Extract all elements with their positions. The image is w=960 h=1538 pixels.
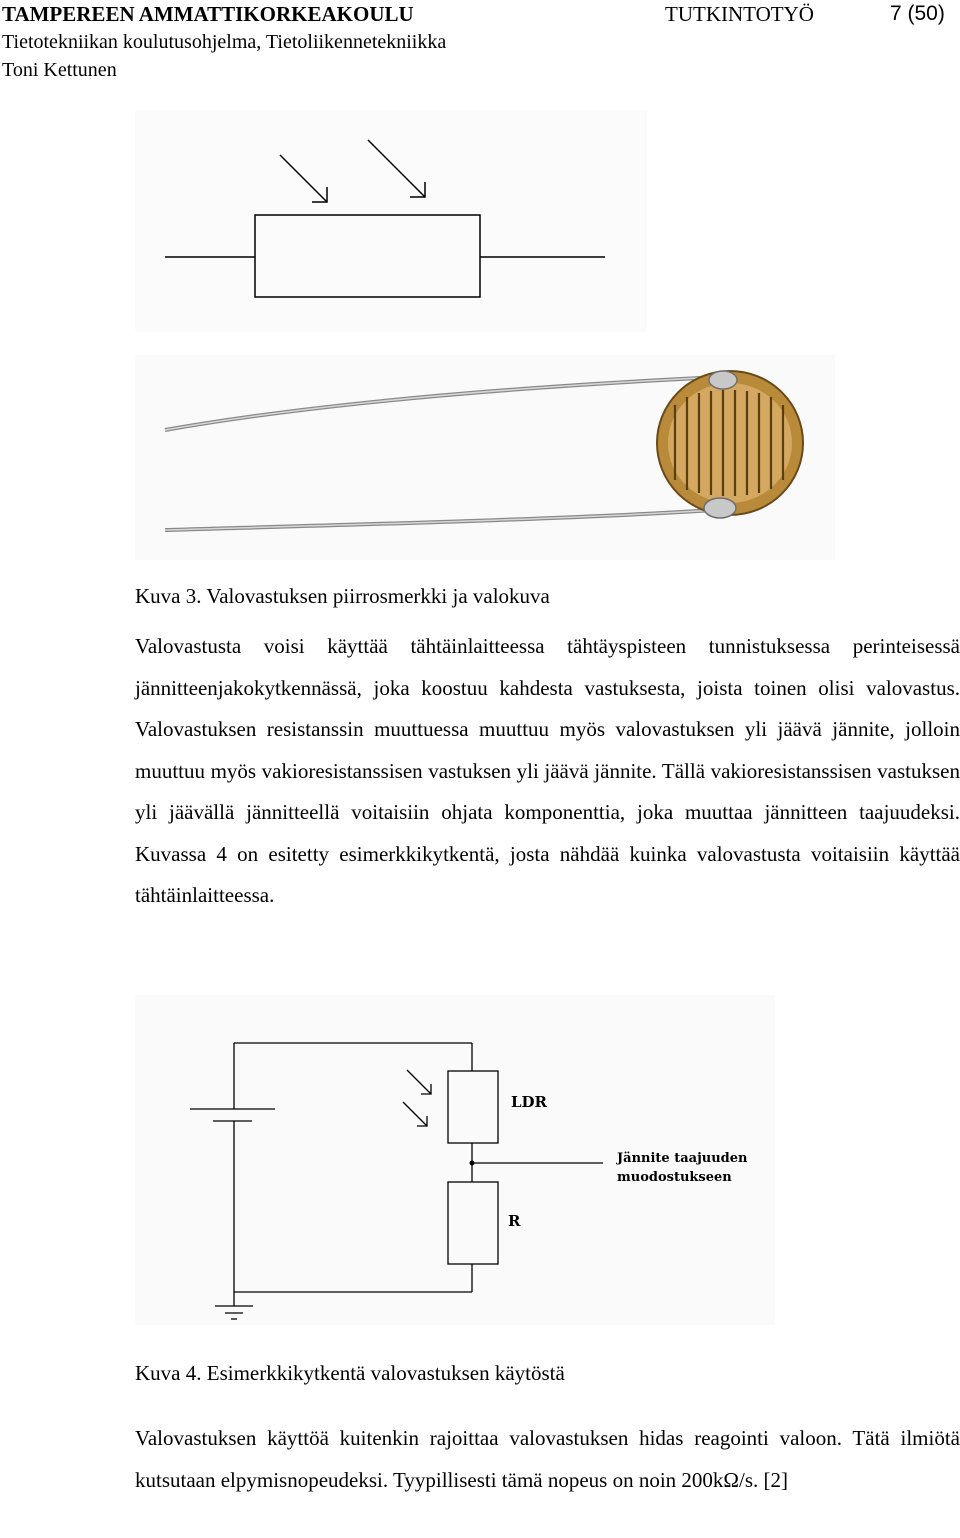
study-program: Tietotekniikan koulutusohjelma, Tietoliikennetekniikka [2,31,447,53]
author-name: Toni Kettunen [2,59,117,81]
figure3-caption: Kuva 3. Valovastuksen piirrosmerkki ja valokuva [135,584,550,608]
ldr-label: LDR [511,1093,548,1111]
body-paragraph-2: Valovastuksen käyttöä kuitenkin rajoittaa valovastuksen hidas reagointi valoon. Tätä ilmiötä kutsutaan elpymisnopeudeksi. Tyypillisesti tämä nopeus on noin 200kΩ/s. [2] [135,1426,960,1492]
ldr-symbol-figure [135,110,647,332]
r-label: R [508,1212,521,1230]
body-paragraph-1: Valovastusta voisi käyttää tähtäinlaitteessa tähtäyspisteen tunnistuksessa perinteisessä jännitteenjakokytkennässä, joka koostuu kahdesta vastuksesta, joista toinen olisi valovastus. Valovastuksen resistanssin muuttuessa muuttuu myös valovastuksen yli jäävä jännite, jolloin muuttuu myös vakioresistanssisen vastuksen yli jäävä jännite. Tällä vakioresistanssisen vastuksen yli jäävällä jännitteellä voitaisiin ohjata komponenttia, joka muuttaa jännitteen taajuudeksi. Kuvassa 4 on esitetty esimerkkikytkentä, josta nähdää kuinka valovastusta voitaisiin käyttää tähtäinlaitteessa. [135,634,960,907]
example-circuit-figure [135,995,775,1325]
institution-name: TAMPEREEN AMMATTIKORKEAKOULU [2,2,414,26]
figure4-caption: Kuva 4. Esimerkkikytkentä valovastuksen käytöstä [135,1361,565,1385]
output-label-line1: Jännite taajuuden [617,1151,748,1166]
page-number: 7 (50) [890,2,945,25]
ldr-photo [135,355,835,560]
document-type: TUTKINTOTYÖ [665,2,814,26]
output-label-line2: muodostukseen [617,1170,732,1185]
